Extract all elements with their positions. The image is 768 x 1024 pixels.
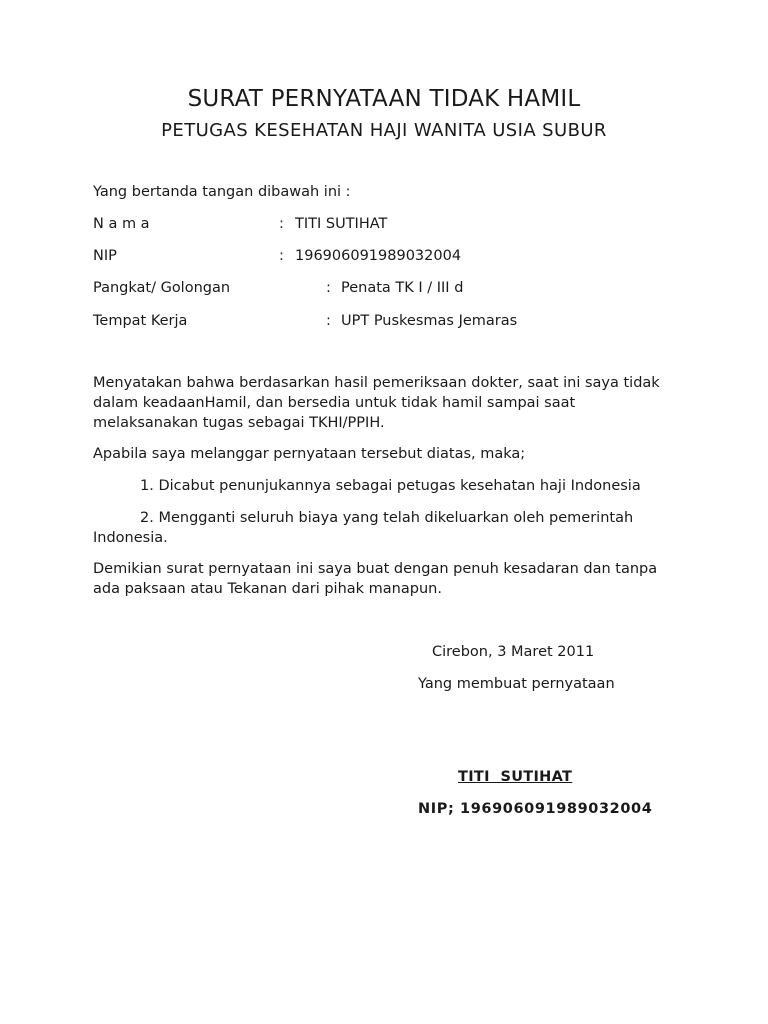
field-value-pangkat: Penata TK I / III d — [341, 280, 464, 296]
field-label-nama: N a m a — [93, 216, 150, 232]
field-value-nip: 196906091989032004 — [295, 248, 462, 264]
signer-name: TITI SUTIHAT — [458, 769, 573, 785]
field-label-tempat-kerja: Tempat Kerja — [93, 313, 188, 329]
field-separator-pangkat: : — [326, 280, 331, 296]
field-value-nama: TITI SUTIHAT — [295, 216, 388, 232]
signer-caption: Yang membuat pernyataan — [418, 676, 615, 692]
field-separator-tempat-kerja: : — [326, 313, 331, 329]
statement-paragraph: Menyatakan bahwa berdasarkan hasil pemeriksaan dokter, saat ini saya tidak dalam keadaanHamil, dan bersedia untuk tidak hamil sampai saat melaksanakan tugas sebagai TKHI/PPIH. — [93, 375, 660, 431]
field-value-tempat-kerja: UPT Puskesmas Jemaras — [341, 313, 518, 329]
field-label-nip: NIP — [93, 248, 117, 264]
violation-intro: Apabila saya melanggar pernyataan tersebut diatas, maka; — [93, 446, 526, 462]
signer-nip: NIP; 196906091989032004 — [418, 801, 653, 817]
place-date: Cirebon, 3 Maret 2011 — [432, 644, 595, 660]
field-separator-nama: : — [279, 216, 284, 232]
closing-paragraph: Demikian surat pernyataan ini saya buat dengan penuh kesadaran dan tanpa ada paksaan atau Tekanan dari pihak manapun. — [93, 561, 658, 597]
document-subtitle: PETUGAS KESEHATAN HAJI WANITA USIA SUBUR — [161, 120, 607, 141]
field-label-pangkat: Pangkat/ Golongan — [93, 280, 231, 296]
consequence-item-1: 1. Dicabut penunjukannya sebagai petugas kesehatan haji Indonesia — [140, 478, 641, 494]
field-separator-nip: : — [279, 248, 284, 264]
document-title: SURAT PERNYATAAN TIDAK HAMIL — [187, 86, 581, 112]
intro-text: Yang bertanda tangan dibawah ini : — [93, 184, 351, 200]
consequence-item-2: 2. Mengganti seluruh biaya yang telah dikeluarkan oleh pemerintah Indonesia. — [93, 510, 634, 546]
